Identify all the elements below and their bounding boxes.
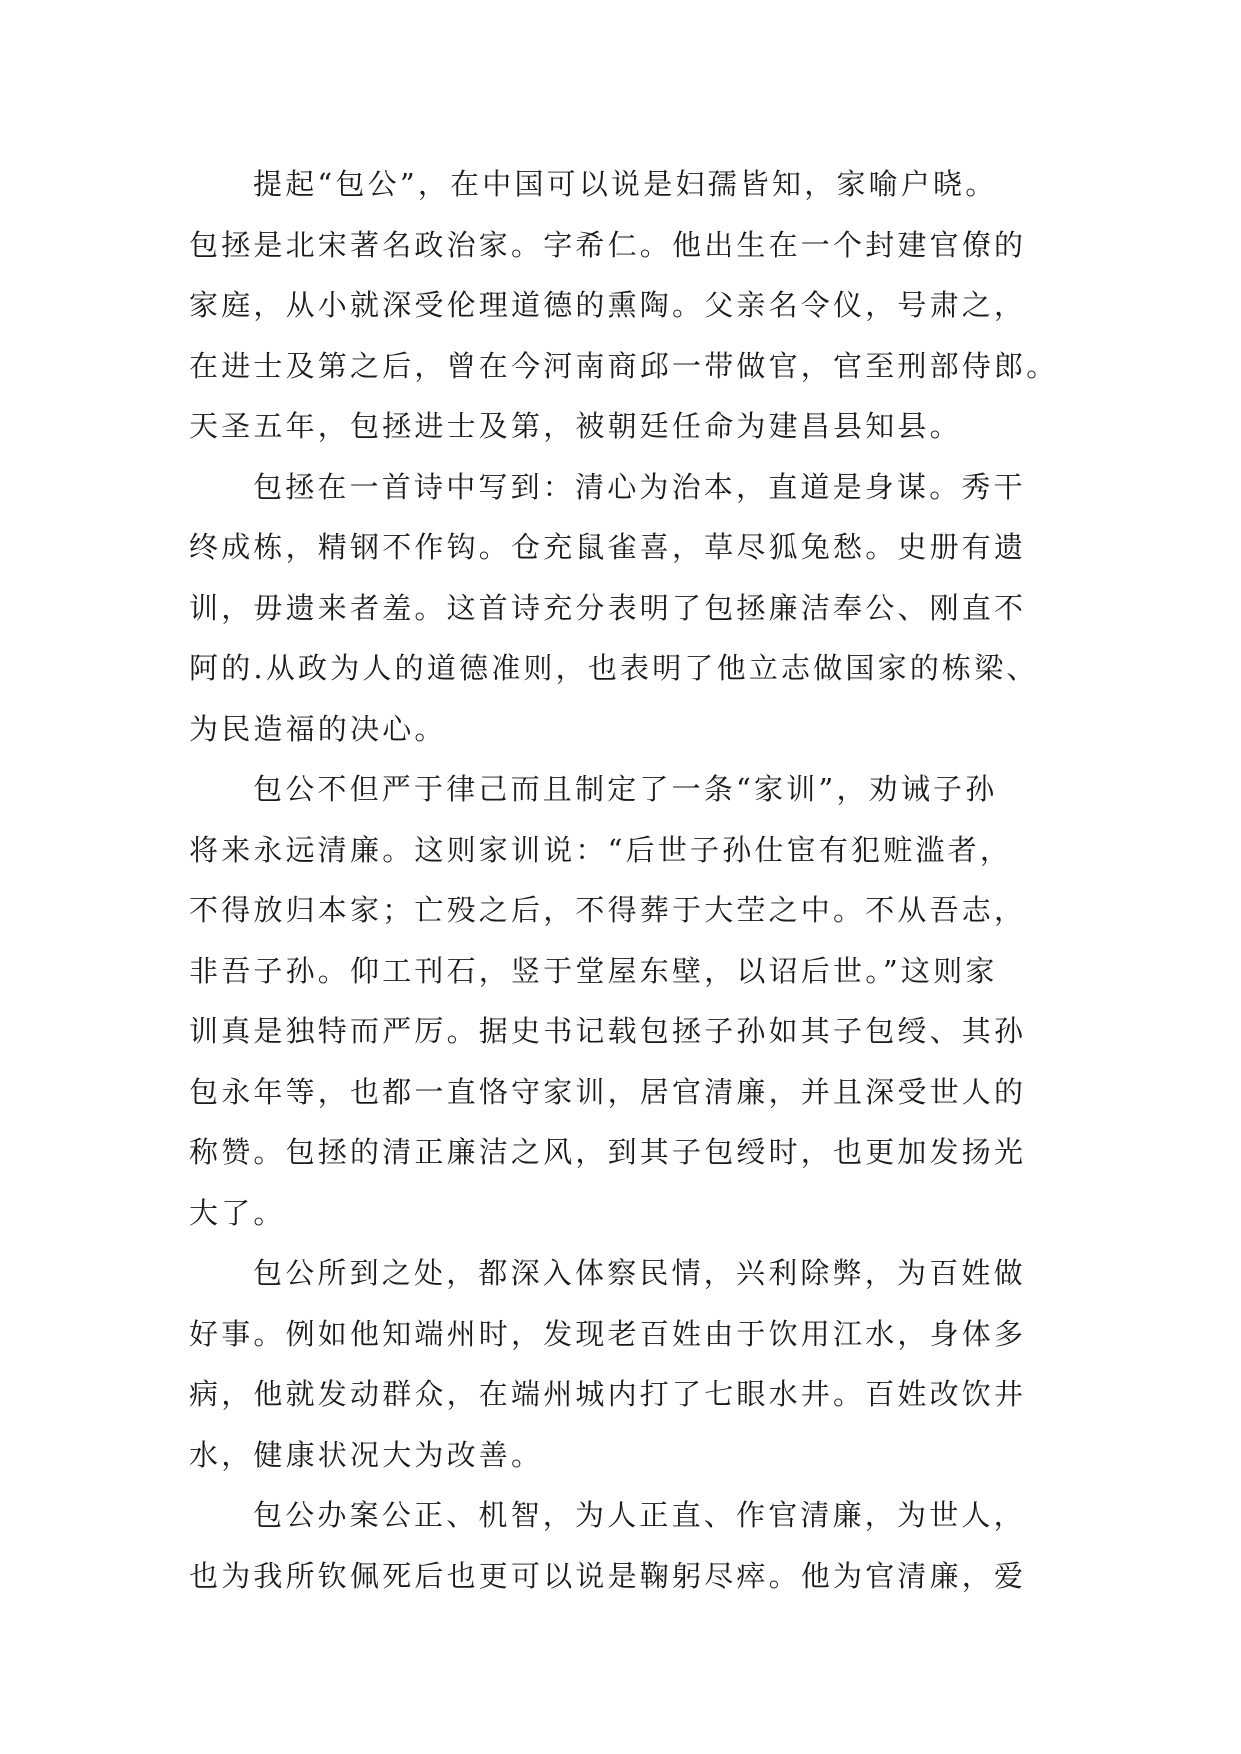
paragraph-2-line-3: 训，毋遗来者羞。这首诗充分表明了包拯廉洁奉公、刚直不 bbox=[189, 590, 1027, 625]
paragraph-3-line-4: 非吾子孙。仰工刊石，竖于堂屋东壁，以诏后世。”这则家 bbox=[189, 953, 998, 988]
paragraph-3-line-5: 训真是独特而严厉。据史书记载包拯子孙如其子包绶、其孙 bbox=[189, 1014, 1027, 1048]
paragraph-4-line-4: 水，健康状况大为改善。 bbox=[189, 1437, 544, 1472]
paragraph-3-line-7: 称赞。包拯的清正廉洁之风，到其子包绶时，也更加发扬光 bbox=[189, 1135, 1027, 1169]
paragraph-4-line-2: 好事。例如他知端州时，发现老百姓由于饮用江水，身体多 bbox=[189, 1316, 1027, 1351]
paragraph-3-line-6: 包永年等，也都一直恪守家训，居官清廉，并且深受世人的 bbox=[189, 1074, 1027, 1109]
paragraph-5-line-1: 包公办案公正、机智，为人正直、作官清廉，为世人， bbox=[253, 1498, 1026, 1532]
paragraph-3-line-1: 包公不但严于律己而且制定了一条“家训”，劝诫子孙 bbox=[253, 772, 998, 806]
paragraph-3-line-2: 将来永远清廉。这则家训说：“后世子孙仕宦有犯赃滥者， bbox=[189, 832, 1013, 867]
paragraph-5-line-2: 也为我所钦佩死后也更可以说是鞠躬尽瘁。他为官清廉，爱 bbox=[189, 1558, 1027, 1593]
paragraph-1-line-2: 包拯是北宋著名政治家。字希仁。他出生在一个封建官僚的 bbox=[189, 227, 1027, 262]
paragraph-4-line-1: 包公所到之处，都深入体察民情，兴利除弊，为百姓做 bbox=[253, 1256, 1026, 1290]
paragraph-1-line-1: 提起“包公”，在中国可以说是妇孺皆知，家喻户晓。 bbox=[253, 167, 998, 201]
paragraph-4-line-3: 病，他就发动群众，在端州城内打了七眼水井。百姓改饮井 bbox=[189, 1377, 1027, 1411]
paragraph-3-line-3: 不得放归本家；亡殁之后，不得葬于大茔之中。不从吾志， bbox=[189, 893, 1027, 927]
paragraph-2-line-5: 为民造福的决心。 bbox=[189, 711, 447, 746]
paragraph-2-line-1: 包拯在一首诗中写到：清心为治本，直道是身谋。秀干 bbox=[253, 469, 1026, 504]
paragraph-1-line-5: 天圣五年，包拯进士及第，被朝廷任命为建昌县知县。 bbox=[189, 409, 962, 443]
paragraph-1-line-3: 家庭，从小就深受伦理道德的熏陶。父亲名令仪，号肃之， bbox=[189, 288, 1027, 322]
paragraph-2-line-4: 阿的.从政为人的道德准则，也表明了他立志做国家的栋梁、 bbox=[189, 651, 1039, 685]
paragraph-1-line-4: 在进士及第之后，曾在今河南商邱一带做官，官至刑部侍郎。 bbox=[189, 348, 1059, 383]
paragraph-2-line-2: 终成栋，精钢不作钩。仓充鼠雀喜，草尽狐兔愁。史册有遗 bbox=[189, 530, 1027, 564]
paragraph-3-line-8: 大了。 bbox=[189, 1195, 286, 1230]
document-body bbox=[189, 154, 1069, 1606]
